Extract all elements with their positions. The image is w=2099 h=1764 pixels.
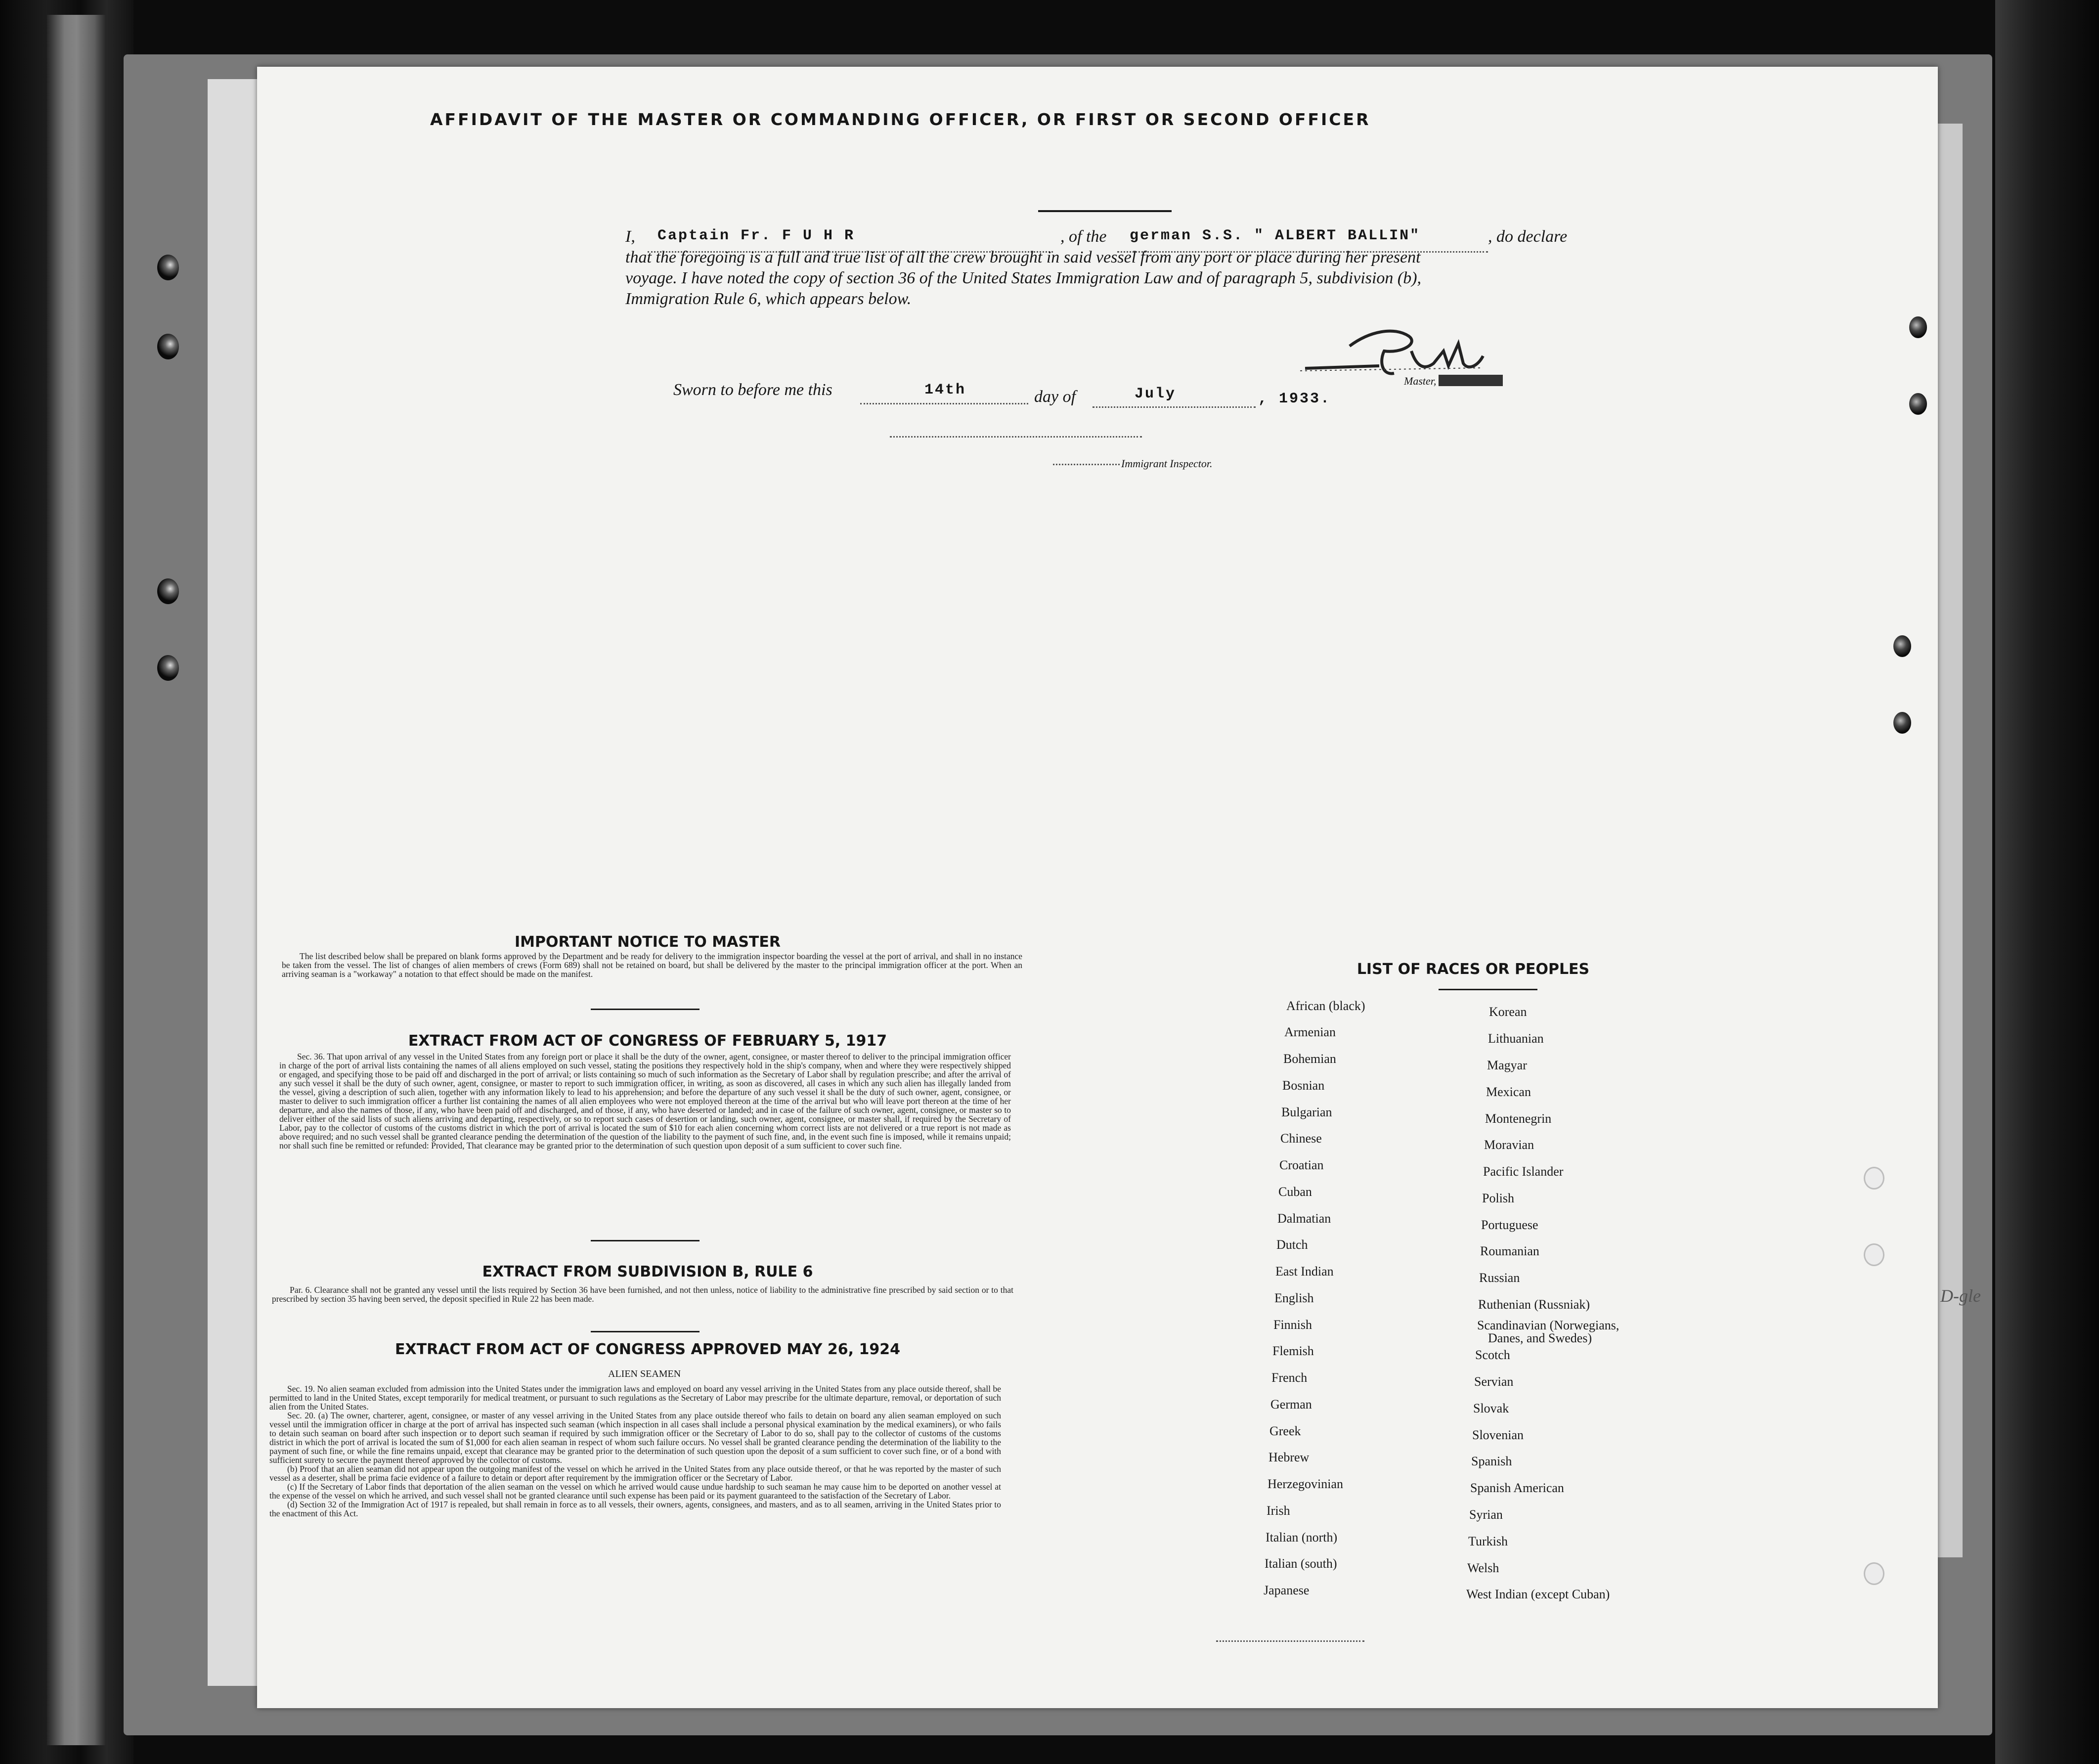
rule6-title: EXTRACT FROM SUBDIVISION B, RULE 6	[482, 1263, 813, 1280]
extract-1924-sec20a: Sec. 20. (a) The owner, charterer, agent, consignee, or master of any vessel arriving in the United States from any place outside thereof who fails to detain on board any alien seaman employed on such vessel until the immigration officer in charge at the port of arrival has inspected such seaman (which inspection in all cases shall include a personal physical examination by the medical examiners), or who fails to detain such seaman on board after such inspection or to deport such seaman if required by such immigration officer or the Secretary of Labor to do so, shall pay to the collector of customs of the customs district in which the port of arrival is located the sum of $1,000 for each alien seaman in respect of whom such failure occurs. No vessel shall be granted clearance pending the determination of the liability to the payment of such fine, or while the fine remains unpaid, except that clearance may be granted prior to the determination of such question upon the deposit of a sum sufficient to cover such fine, or of a bond with sufficient surety to secure the payment thereof approved by the collector of customs.	[269, 1411, 1001, 1465]
race-item: West Indian (except Cuban)	[1466, 1587, 1610, 1601]
punch-hole-outline	[1864, 1562, 1884, 1585]
punch-hole	[1893, 712, 1911, 734]
race-item: Chinese	[1280, 1131, 1322, 1146]
race-item: Korean	[1489, 1005, 1527, 1019]
races-title-rule	[1439, 989, 1537, 990]
race-item: Russian	[1479, 1271, 1520, 1285]
extract-1924-sec20d: (d) Section 32 of the Immigration Act of 1917 is repealed, but shall remain in force as to all vessels, their owners, agents, consignees, and masters, and as to all seamen, arriving in the United States prior to the enactment of this Act.	[269, 1499, 1001, 1518]
affidavit-declare: , do declare	[1488, 227, 1568, 246]
rule6-text	[272, 1285, 1013, 1303]
race-item: French	[1271, 1370, 1308, 1385]
race-item: Scotch	[1475, 1348, 1510, 1362]
affidavit-i: I,	[625, 227, 635, 246]
race-item: Welsh	[1467, 1561, 1499, 1575]
master-title-struck: XXXXXXXXXX	[1439, 375, 1503, 386]
race-item: Montenegrin	[1485, 1111, 1552, 1126]
sworn-day: 14th	[924, 382, 966, 398]
inspector-signature-line	[890, 436, 1142, 438]
race-item: Croatian	[1279, 1158, 1324, 1172]
race-item: Italian (south)	[1265, 1556, 1337, 1571]
race-item: Pacific Islander	[1483, 1164, 1564, 1179]
sworn-month-line	[1093, 406, 1256, 408]
races-title: LIST OF RACES OR PEOPLES	[1356, 961, 1590, 978]
race-item: Slovak	[1473, 1401, 1509, 1415]
section-rule	[591, 1009, 700, 1010]
race-item: Italian (north)	[1266, 1530, 1338, 1544]
race-item: Magyar	[1487, 1058, 1527, 1072]
race-item: Flemish	[1272, 1344, 1314, 1358]
race-item: Dalmatian	[1277, 1211, 1331, 1226]
race-item: Armenian	[1284, 1025, 1336, 1039]
extract-1924-text	[269, 1384, 1001, 1518]
inspector-label: Immigrant Inspector.	[1121, 457, 1213, 470]
sworn-day-line	[860, 403, 1028, 404]
race-item: Syrian	[1469, 1507, 1503, 1522]
notice-text	[282, 952, 1022, 978]
punch-hole	[1909, 393, 1927, 415]
race-item: Dutch	[1276, 1237, 1308, 1252]
extract-1917-text	[279, 1052, 1011, 1150]
race-item: Spanish American	[1470, 1481, 1564, 1495]
race-item: Cuban	[1278, 1185, 1312, 1199]
vessel-name: german S.S. " ALBERT BALLIN"	[1130, 227, 1421, 244]
race-item: Polish	[1482, 1191, 1515, 1205]
margin-handwriting: D-gle	[1940, 1286, 1981, 1306]
inspector-label-line	[1053, 464, 1120, 465]
race-item: Greek	[1269, 1424, 1301, 1438]
binder-hole	[157, 655, 179, 681]
race-item: Danes, and Swedes)	[1488, 1331, 1592, 1345]
race-item: Finnish	[1273, 1318, 1312, 1332]
race-item: Slovenian	[1472, 1428, 1524, 1442]
race-item: Servian	[1474, 1374, 1514, 1389]
sworn-day-of: day of	[1034, 388, 1076, 406]
officer-name: Captain Fr. F U H R	[657, 227, 855, 244]
punch-hole-outline	[1864, 1243, 1884, 1266]
race-item: Lithuanian	[1488, 1031, 1544, 1046]
section-rule	[591, 1331, 700, 1332]
punch-hole-outline	[1864, 1167, 1884, 1190]
rule6-paragraph: Par. 6. Clearance shall not be granted any vessel until the lists required by Section 36 have been furnished, and not then unless, notice of liability to the administrative fine prescribed by said section or to that prescribed by section 35 having been served, the deposit specified in Rule 22 has been made.	[272, 1285, 1013, 1304]
binder-hole	[157, 334, 179, 359]
race-item: Herzegovinian	[1268, 1477, 1344, 1491]
extract-1924-sec20c: (c) If the Secretary of Labor finds that deportation of the alien seaman on the vessel on which he arrived would cause undue hardship to such seaman he may cause him to be deported on another vessel at the expense of the vessel on which he arrived, and such vessel shall not be granted clearance until such expense has been paid or its payment guaranteed to the satisfaction of the Secretary of Labor.	[269, 1482, 1001, 1500]
section-rule	[591, 1240, 700, 1241]
sworn-month: July	[1135, 386, 1177, 402]
punch-hole	[1909, 316, 1927, 338]
affidavit-of-the: , of the	[1060, 227, 1107, 246]
race-item: English	[1274, 1291, 1314, 1305]
scan-right-edge	[1995, 0, 2099, 1764]
sworn-label: Sworn to before me this	[673, 381, 832, 399]
notice-title: IMPORTANT NOTICE TO MASTER	[515, 933, 781, 951]
race-item: Spanish	[1471, 1454, 1512, 1468]
race-item: Bulgarian	[1281, 1105, 1332, 1119]
race-item: Ruthenian (Russniak)	[1478, 1297, 1590, 1312]
race-item: Moravian	[1484, 1138, 1534, 1152]
race-item: Turkish	[1468, 1534, 1508, 1548]
punch-hole	[1893, 635, 1911, 657]
race-item: Bohemian	[1283, 1052, 1336, 1066]
race-item: East Indian	[1275, 1264, 1334, 1279]
race-item: Roumanian	[1480, 1244, 1539, 1258]
notice-paragraph: The list described below shall be prepared on blank forms approved by the Department and be ready for delivery to the immigration inspector boarding the vessel at the port of arrival, and shall in no instance be taken from the vessel. The list of changes of alien members of crews (Form 689) shall not be retained on board, but shall be delivered by the master to the principal immigration officer at the port. When an arriving seaman is a "workaway" a notation to that effect should be made on the manifest.	[282, 951, 1022, 979]
race-item: Scandinavian (Norwegians,	[1477, 1318, 1619, 1332]
race-item: Irish	[1267, 1503, 1290, 1518]
binder-strip	[47, 15, 106, 1745]
alien-seamen-subtitle: ALIEN SEAMEN	[608, 1368, 681, 1379]
binder-hole	[157, 255, 179, 280]
affidavit-line-4: Immigration Rule 6, which appears below.	[625, 290, 912, 308]
race-item: Japanese	[1264, 1583, 1310, 1597]
race-item: Bosnian	[1282, 1078, 1325, 1093]
race-item: Mexican	[1486, 1085, 1531, 1099]
sworn-year: , 1933.	[1258, 391, 1331, 407]
extract-1924-sec20b: (b) Proof that an alien seaman did not appear upon the outgoing manifest of the vessel on which he arrived in the United States from any place outside thereof, or that he was reported by the master of such vessel as a deserter, shall be prima facie evidence of a failure to detain or deport after requirement by the immigration officer or the Secretary of Labor.	[269, 1464, 1001, 1483]
bottom-dotted-line	[1216, 1640, 1364, 1642]
title-rule	[1038, 210, 1172, 212]
extract-1917-title: EXTRACT FROM ACT OF CONGRESS OF FEBRUARY 5, 1917	[408, 1032, 887, 1050]
extract-1924-sec19: Sec. 19. No alien seaman excluded from admission into the United States under the immigration laws and employed on board any vessel arriving in the United States from any place outside thereof, shall be permitted to land in the United States, except temporarily for medical treatment, or pursuant to such regulations as the Secretary of Labor may prescribe for the ultimate departure, removal, or deportation of such alien from the United States.	[269, 1384, 1001, 1411]
master-label: Master,	[1404, 375, 1437, 387]
race-item: Portuguese	[1481, 1218, 1538, 1232]
extract-1917-paragraph: Sec. 36. That upon arrival of any vessel in the United States from any foreign port or place it shall be the duty of the owner, agent, consignee, or master thereof to deliver to the principal immigration officer in charge of the port of arrival lists containing the names of all aliens employed on such vessel, stating the positions they respectively hold in the ship's company, when and where they were respectively shipped or engaged, and specifying those to be paid off and discharged in the port of arrival; or lists containing so much of such information as the Secretary of Labor shall by regulation prescribe; and after the arrival of any such vessel it shall be the duty of such owner, agent, consignee, or master to report to such immigration officer, in writing, as soon as discovered, all cases in which any such alien has illegally landed from the vessel, giving a description of such alien, together with any information likely to lead to his apprehension; and before the departure of any such vessel it shall be the duty of such owner, agent, consignee, or master to deliver to such immigration officer a further list containing the names of all alien employees who were not employed thereon at the time of the arrival but who will leave port thereon at the time of her departure, and also the names of those, if any, who have been paid off and discharged, and of those, if any, who have deserted or landed; and in case of the failure of such owner, agent, consignee, or master so to deliver either of the said lists of such aliens arriving and departing, respectively, or so to report such cases of desertion or landing, such owner, agent, consignee, or master shall, if required by the Secretary of Labor, pay to the collector of customs of the customs district in which the port of arrival is located the sum of $10 for each alien concerning whom correct lists are not delivered or a true report is not made as above required; and no such vessel shall be granted clearance pending the determination of the question of the liability to the payment of such fine, and, in the event such fine is imposed, while it remains unpaid; nor shall such fine be remitted or refunded: Provided, That clearance may be granted prior to the determination of such question upon deposit of a sum sufficient to cover such fine.	[279, 1052, 1011, 1150]
affidavit-line-3: voyage. I have noted the copy of section 36 of the United States Immigration Law and of paragraph 5, subdivision (b),	[625, 269, 1422, 287]
binder-hole	[157, 578, 179, 604]
extract-1924-title: EXTRACT FROM ACT OF CONGRESS APPROVED MAY 26, 1924	[395, 1341, 900, 1358]
race-item: German	[1270, 1397, 1312, 1411]
race-item: Hebrew	[1268, 1450, 1310, 1464]
affidavit-title: AFFIDAVIT OF THE MASTER OR COMMANDING OFFICER, OR FIRST OR SECOND OFFICER	[430, 110, 1371, 129]
race-item: African (black)	[1286, 999, 1365, 1013]
affidavit-line-2: that the foregoing is a full and true list of all the crew brought in said vessel from any port or place during her present	[625, 248, 1421, 266]
